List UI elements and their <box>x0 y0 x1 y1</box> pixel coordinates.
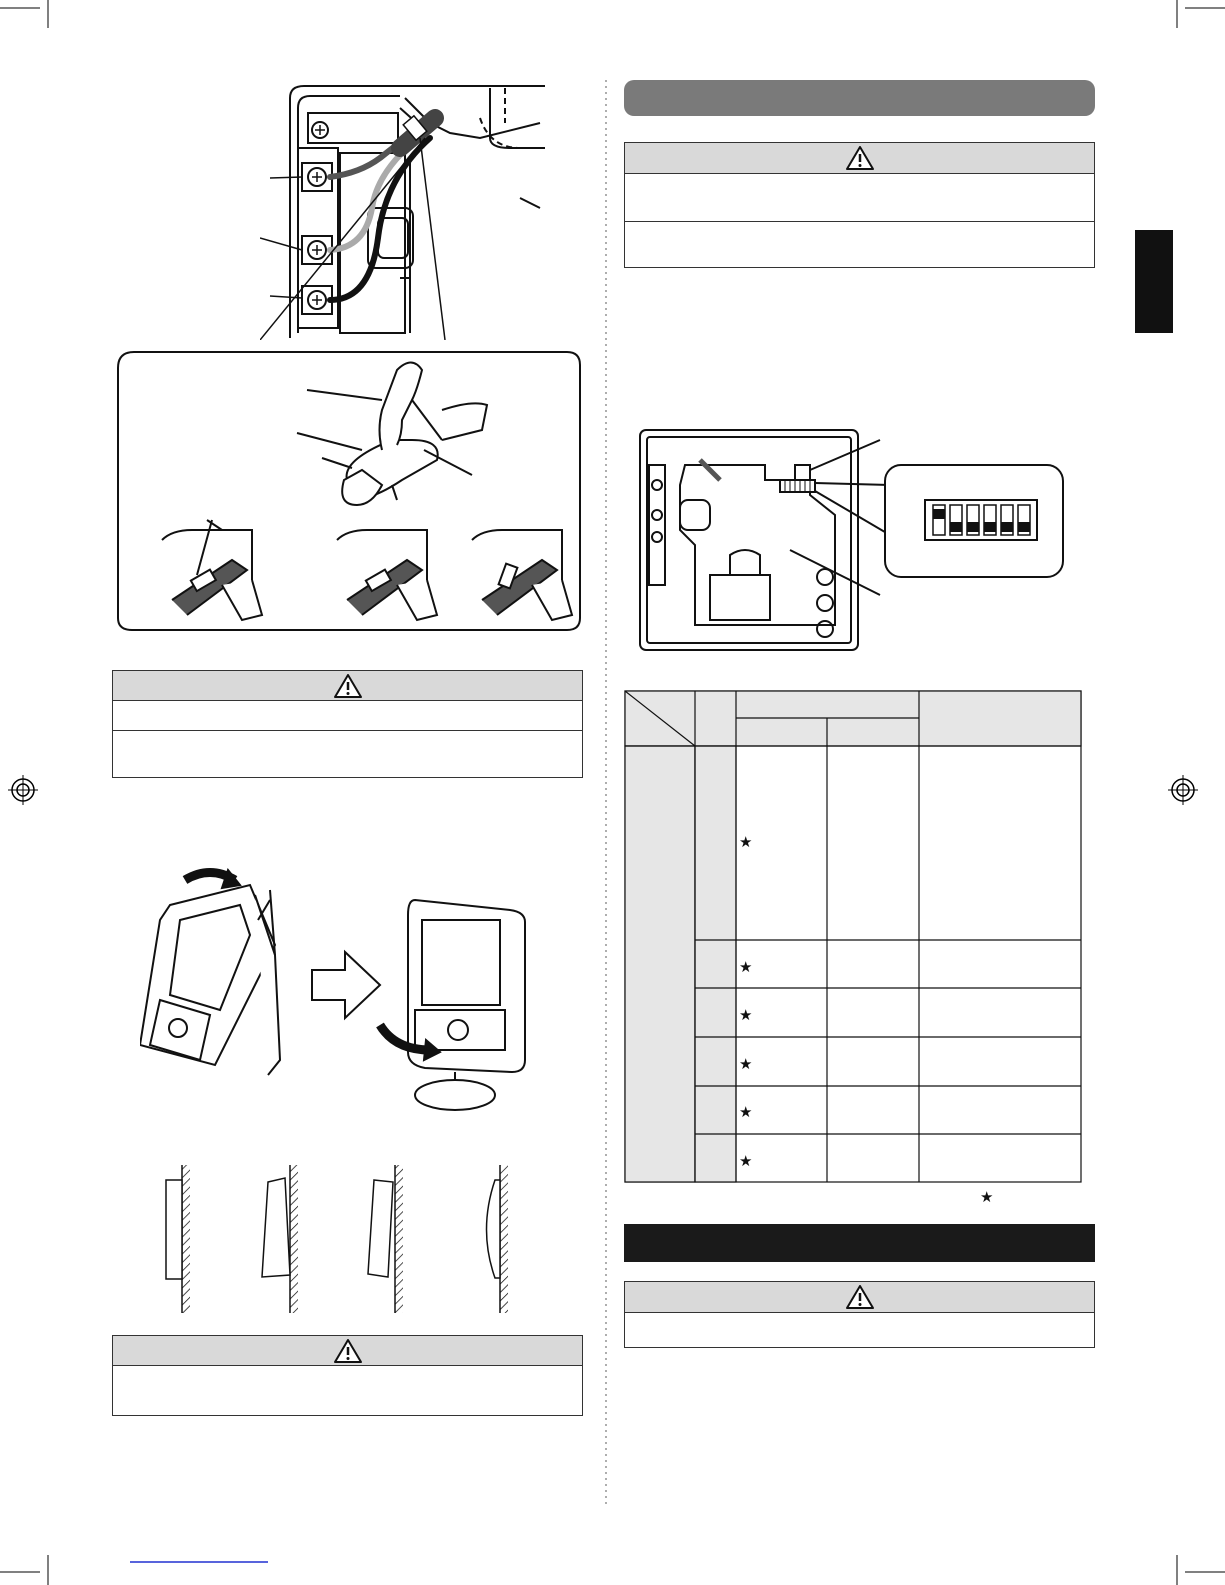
warning-triangle-icon <box>845 145 875 171</box>
circuit-board-figure <box>635 425 1075 655</box>
registration-mark-left-icon <box>8 775 38 805</box>
cable-tie-detail-panel <box>112 340 586 635</box>
caution-box-mount <box>112 1335 583 1416</box>
default-star-icon: ★ <box>739 1006 753 1024</box>
caution-header <box>625 143 1094 174</box>
caution-box-dip <box>624 142 1095 268</box>
terminal-wiring-figure <box>260 78 560 340</box>
caution-box-bottom <box>624 1281 1095 1348</box>
caution-row <box>625 174 1094 222</box>
default-star-icon: ★ <box>739 1055 753 1073</box>
caution-row <box>113 1366 582 1415</box>
caution-row <box>625 222 1094 266</box>
caution-row <box>625 1313 1094 1347</box>
warning-triangle-icon <box>333 673 363 699</box>
wall-mount-positions <box>140 1160 560 1315</box>
caution-box-wiring <box>112 670 583 778</box>
warning-triangle-icon <box>845 1284 875 1310</box>
caution-row <box>113 701 582 731</box>
section-bar-dark <box>624 1224 1095 1262</box>
section-bar-gray <box>624 80 1095 116</box>
default-star-icon: ★ <box>739 1152 753 1170</box>
default-star-icon: ★ <box>739 958 753 976</box>
caution-header <box>625 1282 1094 1313</box>
caution-row <box>113 731 582 777</box>
caution-header <box>113 1336 582 1366</box>
controller-mount-figure <box>140 860 560 1115</box>
side-language-tab <box>1135 230 1173 333</box>
caution-header <box>113 671 582 701</box>
warning-triangle-icon <box>333 1338 363 1364</box>
registration-mark-right-icon <box>1168 775 1198 805</box>
legend-star-icon: ★ <box>980 1188 994 1206</box>
dip-settings-table <box>624 690 1084 1185</box>
default-star-icon: ★ <box>739 833 753 851</box>
default-star-icon: ★ <box>739 1103 753 1121</box>
